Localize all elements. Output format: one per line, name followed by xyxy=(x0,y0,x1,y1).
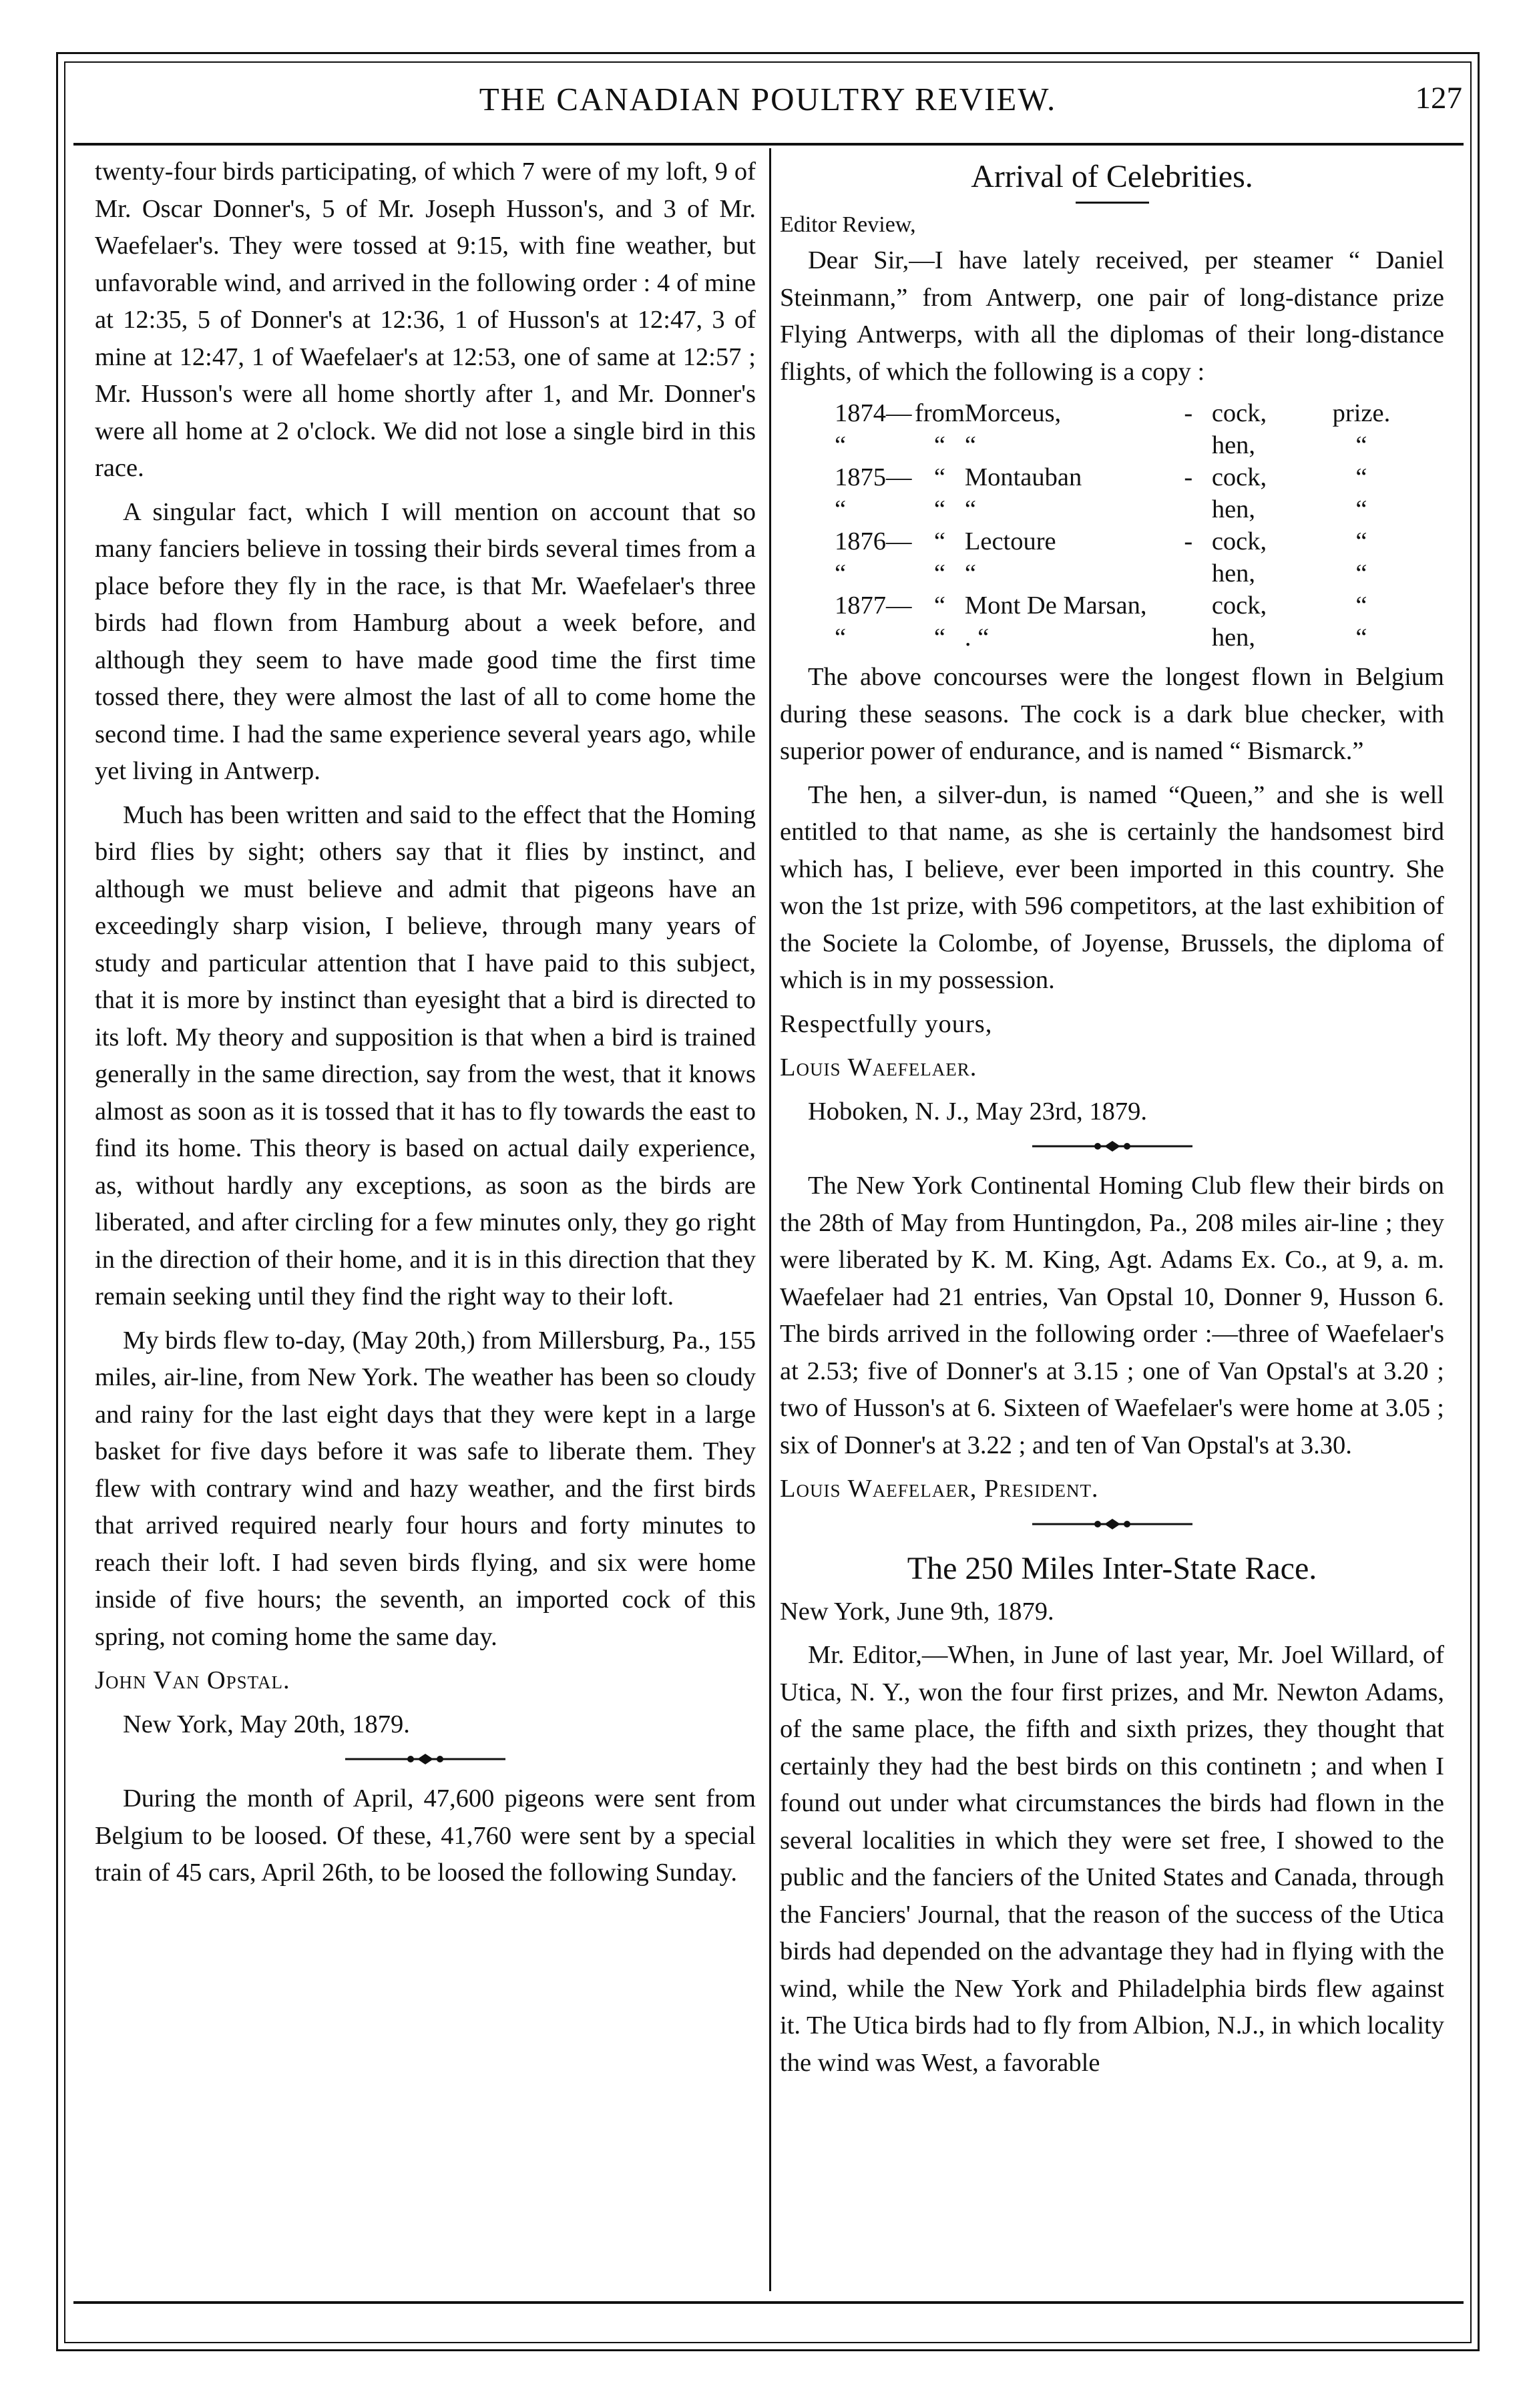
column-divider xyxy=(769,148,771,2291)
diploma-cell xyxy=(1165,557,1212,589)
diploma-cell: “ xyxy=(933,431,945,459)
diploma-cell: “ xyxy=(835,431,847,459)
right-dateline: Hoboken, N. J., May 23rd, 1879. xyxy=(808,1097,1147,1126)
diploma-cell: prize. xyxy=(1332,399,1391,427)
diploma-cell: “ xyxy=(1355,463,1367,491)
diploma-cell: “ xyxy=(933,624,945,652)
ornamental-divider xyxy=(1026,1515,1199,1533)
left-paragraph-1: twenty-four birds participating, of which 7 were of my loft, 9 of Mr. Oscar Donner's, 5 of Mr. Joseph Husson's, and 3 of Mr. Waefelaer's. They were tossed at 9:15, with fine weather, but unfavorable wind, and arrived in the following order : 4 of mine at 12:35, 5 of Donner's at 12:36, 1 of Husson's at 12:47, 3 of mine at 12:47, 1 of Waefelaer's at 12:53, one of same at 12:57 ; Mr. Husson's were all home shortly after 1, and Mr. Donner's were all home at 2 o'clock. We did not lose a single bird in this race. xyxy=(95,158,756,482)
closing: Respectfully yours, xyxy=(780,1009,993,1038)
diploma-cell: 1874— xyxy=(835,399,912,427)
left-paragraph-2: A singular fact, which I will mention on account that so many fanciers believe in tossing their birds several times from a place before they fly in the race, is that Mr. Waefelaer's three birds had flown from Hamburg about a week before, and although they seem to have made good time the first time tossed there, they were almost the last of all to come home the second time. I had the same experience several years ago, while yet living in Antwerp. xyxy=(95,497,756,785)
diploma-cell xyxy=(1165,622,1212,654)
diploma-cell xyxy=(1165,589,1212,622)
left-paragraph-4: My birds flew to-day, (May 20th,) from Millersburg, Pa., 155 miles, air-line, from New York. The weather has been so cloudy and rainy for the last eight days that they were kept in a large basket for five days before it was safe to liberate them. They flew with contrary wind and hazy weather, and the first birds that arrived required nearly four hours and forty minutes to reach their loft. I had seven birds flying, and six were home inside of five hours; the seventh, an imported cock of this spring, not coming home the same day. xyxy=(95,1326,756,1651)
ornamental-divider xyxy=(339,1750,512,1768)
diploma-cell: hen, xyxy=(1211,559,1256,587)
diploma-cell: “ xyxy=(933,463,945,491)
diploma-row xyxy=(780,397,1444,429)
bottom-rule xyxy=(73,2301,1464,2304)
diploma-cell: hen, xyxy=(1211,431,1256,459)
diploma-cell: hen, xyxy=(1211,495,1256,523)
right-signature: Louis Waefelaer. xyxy=(780,1053,977,1081)
diploma-row xyxy=(780,557,1444,589)
diploma-row xyxy=(780,622,1444,654)
diploma-table xyxy=(780,397,1444,654)
diploma-cell: from xyxy=(915,399,965,427)
diploma-cell: “ xyxy=(835,624,847,652)
diploma-cell xyxy=(1165,493,1212,525)
left-dateline: New York, May 20th, 1879. xyxy=(123,1710,410,1738)
section-title-arrival: Arrival of Celebrities. xyxy=(971,159,1253,194)
diploma-row xyxy=(780,493,1444,525)
right-paragraph-5: Mr. Editor,—When, in June of last year, Mr. Joel Willard, of Utica, N. Y., won the four first prizes, and Mr. Newton Adams, of the same place, the fifth and sixth prizes, they thought that certainly they had the best birds on this continetn ; and when I found out under what circumstances the birds had flown in the several localities in which they were set free, I showed to the public and the fanciers of the United States and Canada, through the Fanciers' Journal, that the reason of the success of the Utica birds had depended on the advantage they had in flying with the wind, while the New York and Philadelphia birds flew against it. The Utica birds had to fly from Albion, N.J., in which locality the wind was West, a favorable xyxy=(780,1641,1444,2077)
diploma-cell: “ xyxy=(964,431,976,459)
diploma-cell: “ xyxy=(1355,624,1367,652)
diploma-row xyxy=(780,589,1444,622)
diploma-cell: “ xyxy=(933,527,945,555)
page-number: 127 xyxy=(1415,81,1462,115)
diploma-cell: - xyxy=(1184,527,1193,555)
diploma-cell: Morceus, xyxy=(964,399,1062,427)
salutation: Editor Review, xyxy=(780,212,916,237)
section-title-race: The 250 Miles Inter-State Race. xyxy=(907,1550,1317,1586)
diploma-cell: cock, xyxy=(1211,527,1267,555)
diploma-cell: “ xyxy=(1355,527,1367,555)
diploma-cell: “ xyxy=(933,495,945,523)
right-column xyxy=(780,154,1444,2088)
diploma-cell: “ xyxy=(1355,591,1367,620)
diploma-cell: 1876— xyxy=(835,527,912,555)
club-signature: Louis Waefelaer, President. xyxy=(780,1475,1099,1503)
right-paragraph-3: The hen, a silver-dun, is named “Queen,” and she is well entitled to that name, as she is certainly the handsomest bird which has, I believe, ever been imported in this country. She won the 1st prize, with 596 competitors, at the last exhibition of the Societe la Colombe, of Joyense, Brussels, the diploma of which is in my possession. xyxy=(780,780,1444,994)
diploma-cell: “ xyxy=(835,559,847,587)
diploma-row xyxy=(780,461,1444,493)
diploma-cell: 1875— xyxy=(835,463,912,491)
publication-title: THE CANADIAN POULTRY REVIEW. xyxy=(479,81,1057,117)
diploma-cell: - xyxy=(1184,463,1193,491)
diploma-cell xyxy=(1165,429,1212,461)
diploma-cell: . “ xyxy=(964,624,990,652)
diploma-cell: “ xyxy=(933,591,945,620)
running-header xyxy=(73,80,1462,140)
diploma-cell: Mont De Marsan, xyxy=(964,591,1147,620)
diploma-cell: hen, xyxy=(1211,624,1256,652)
diploma-cell: “ xyxy=(933,559,945,587)
diploma-cell: “ xyxy=(1355,431,1367,459)
diploma-row xyxy=(780,525,1444,557)
left-paragraph-5: During the month of April, 47,600 pigeons were sent from Belgium to be loosed. Of these, 41,760 were sent by a special train of 45 cars, April 26th, to be loosed the following Sunday. xyxy=(95,1784,756,1887)
diploma-cell: - xyxy=(1184,399,1193,427)
ornamental-divider xyxy=(1026,1137,1199,1156)
left-paragraph-3: Much has been written and said to the effect that the Homing bird flies by sight; others say that it flies by instinct, and although we must believe and admit that pigeons have an exceedingly sharp vision, I believe, through many years of study and particular attention that I have paid to this subject, that it is more by instinct than eyesight that a bird is directed to its loft. My theory and supposition is that when a bird is trained generally in the same direction, say from the west, that it knows almost as soon as it is tossed that it has to fly towards the east to find its home. This theory is based on actual daily experience, as, without hardly any exceptions, as soon as the birds are liberated, and after circling for a few minutes only, they go right in the direction of their home, and it is in this direction that they remain seeking until they find the right way to their loft. xyxy=(95,800,756,1310)
diploma-cell: cock, xyxy=(1211,463,1267,491)
right-paragraph-2: The above concourses were the longest flown in Belgium during these seasons. The cock is a dark blue checker, with superior power of endurance, and is named “ Bismarck.” xyxy=(780,663,1444,765)
diploma-cell: Lectoure xyxy=(964,527,1056,555)
diploma-cell: “ xyxy=(964,559,976,587)
diploma-cell: 1877— xyxy=(835,591,912,620)
diploma-cell: “ xyxy=(964,495,976,523)
diploma-cell: “ xyxy=(1355,495,1367,523)
diploma-cell: “ xyxy=(835,495,847,523)
diploma-cell: “ xyxy=(1355,559,1367,587)
diploma-cell: Montauban xyxy=(964,463,1082,491)
left-column xyxy=(95,154,756,1899)
diploma-cell: cock, xyxy=(1211,591,1267,620)
header-rule xyxy=(73,143,1464,146)
race-dateline: New York, June 9th, 1879. xyxy=(780,1597,1054,1626)
diploma-cell: cock, xyxy=(1211,399,1267,427)
diploma-row xyxy=(780,429,1444,461)
left-signature: John Van Opstal. xyxy=(95,1666,290,1694)
right-paragraph-4: The New York Continental Homing Club flew their birds on the 28th of May from Huntingdon, Pa., 208 miles air-line ; they were liberated by K. M. King, Agt. Adams Ex. Co., at 9, a. m. Waefelaer had 21 entries, Van Opstal 10, Donner 9, Husson 6. The birds arrived in the following order :—three of Waefelaer's at 2.53; five of Donner's at 3.15 ; one of Van Opstal's at 3.20 ; two of Husson's at 6. Sixteen of Waefelaer's were home at 3.05 ; six of Donner's at 3.22 ; and ten of Van Opstal's at 3.30. xyxy=(780,1172,1444,1459)
right-paragraph-1: Dear Sir,—I have lately received, per steamer “ Daniel Steinmann,” from Antwerp, one pair of long-distance prize Flying Antwerps, with all the diplomas of their long-distance flights, of which the following is a copy : xyxy=(780,246,1444,386)
title-rule xyxy=(1076,202,1149,204)
